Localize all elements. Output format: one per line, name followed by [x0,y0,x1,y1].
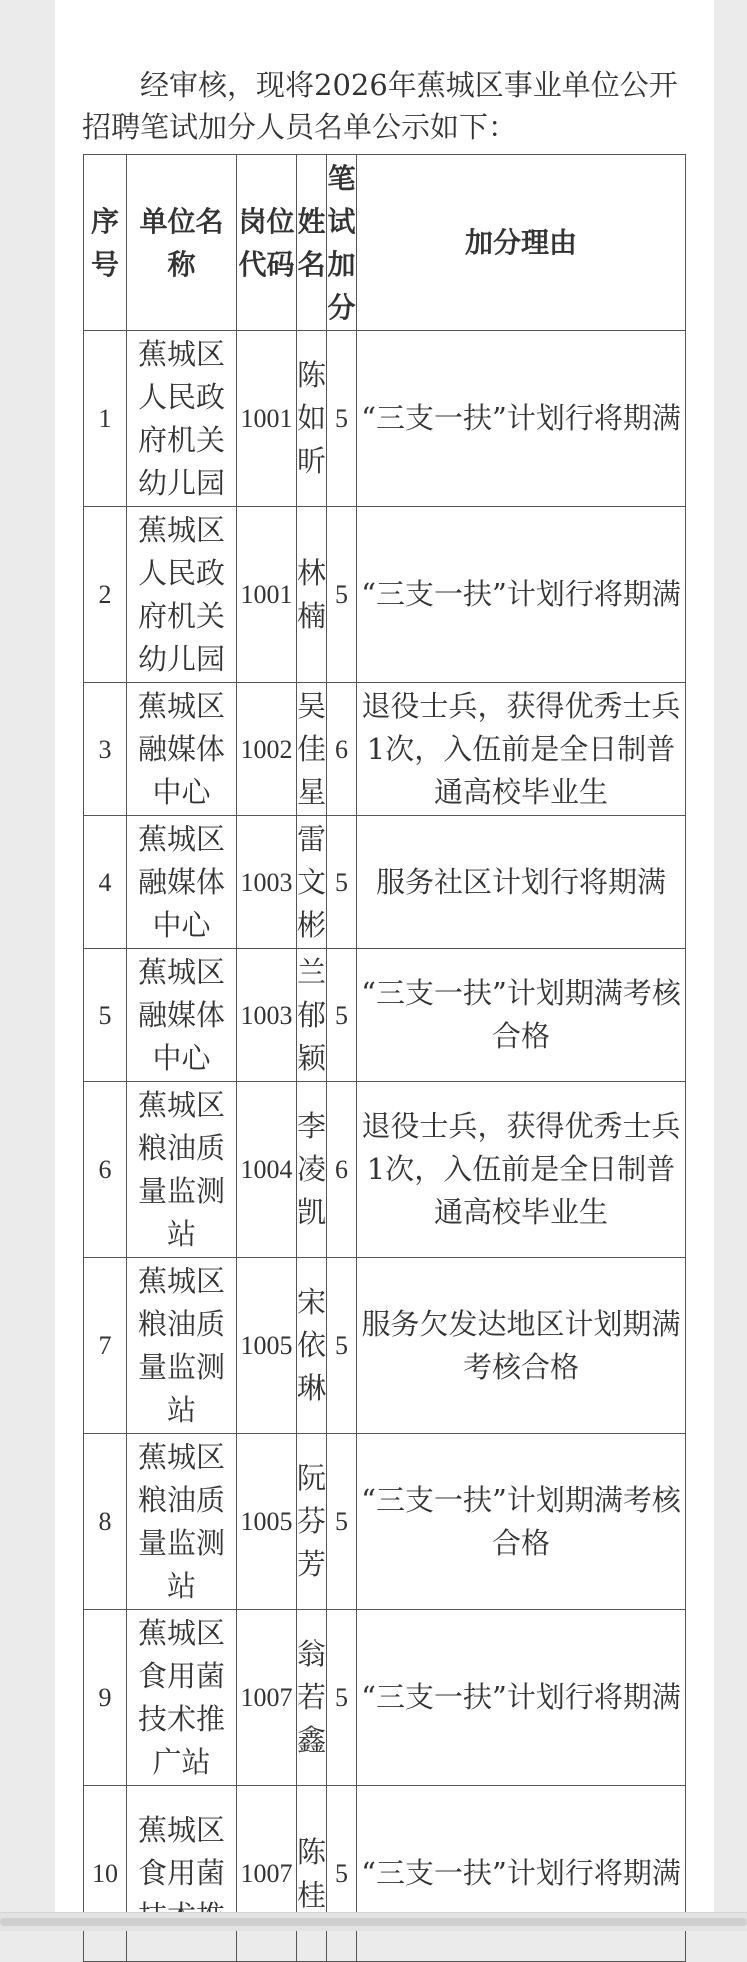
row-name: 陈桂 [297,1786,327,1962]
row-unit: 蕉城区融媒体中心 [127,683,237,816]
header-unit: 单位名称 [127,155,237,331]
row-index: 10 [84,1786,127,1962]
header-bonus: 笔试加分 [327,155,357,331]
row-unit: 蕉城区粮油质量监测站 [127,1258,237,1434]
row-index: 7 [84,1258,127,1434]
row-index: 3 [84,683,127,816]
row-reason: “三支一扶”计划行将期满 [357,1786,686,1962]
row-code: 1002 [237,683,297,816]
row-code: 1004 [237,1082,297,1258]
table-row [84,1610,686,1786]
row-code: 1003 [237,949,297,1082]
bonus-points-table [83,154,686,1962]
row-bonus: 5 [327,1786,357,1962]
table-row [84,816,686,949]
row-index: 6 [84,1082,127,1258]
row-name: 翁若鑫 [297,1610,327,1786]
row-code: 1005 [237,1434,297,1610]
row-unit: 蕉城区融媒体中心 [127,949,237,1082]
row-bonus: 6 [327,1082,357,1258]
row-code: 1001 [237,507,297,683]
row-reason: 退役士兵，获得优秀士兵1次，入伍前是全日制普通高校毕业生 [357,683,686,816]
table-row [84,1434,686,1610]
header-reason: 加分理由 [357,155,686,331]
intro-line-1: 经审核，现将2026年蕉城区事业单位公开 [140,68,678,102]
header-name: 姓名 [297,155,327,331]
row-name: 李凌凯 [297,1082,327,1258]
row-unit: 蕉城区粮油质量监测站 [127,1082,237,1258]
row-index: 8 [84,1434,127,1610]
row-name: 阮芬芳 [297,1434,327,1610]
header-index: 序号 [84,155,127,331]
row-bonus: 5 [327,1434,357,1610]
row-bonus: 5 [327,816,357,949]
row-reason: “三支一扶”计划行将期满 [357,507,686,683]
row-index: 4 [84,816,127,949]
table-row [84,507,686,683]
row-unit: 蕉城区融媒体中心 [127,816,237,949]
intro-line-2: 招聘笔试加分人员名单公示如下： [82,110,518,144]
horizontal-scrollbar[interactable] [0,1912,747,1931]
row-name: 吴佳星 [297,683,327,816]
row-unit: 蕉城区人民政府机关幼儿园 [127,331,237,507]
row-reason: 服务欠发达地区计划期满考核合格 [357,1258,686,1434]
row-reason: “三支一扶”计划行将期满 [357,331,686,507]
row-name: 林楠 [297,507,327,683]
row-name: 陈如昕 [297,331,327,507]
row-name: 兰郁颖 [297,949,327,1082]
row-index: 5 [84,949,127,1082]
row-code: 1005 [237,1258,297,1434]
row-unit: 蕉城区食用菌 [127,1786,237,1962]
row-name: 宋依琳 [297,1258,327,1434]
row-reason: 退役士兵，获得优秀士兵1次，入伍前是全日制普通高校毕业生 [357,1082,686,1258]
row-reason: 服务社区计划行将期满 [357,816,686,949]
row-bonus: 5 [327,1258,357,1434]
row-reason: “三支一扶”计划行将期满 [357,1610,686,1786]
row-reason: “三支一扶”计划期满考核合格 [357,949,686,1082]
row-code: 1007 [237,1610,297,1786]
row-unit: 蕉城区人民政府机关幼儿园 [127,507,237,683]
row-unit: 蕉城区粮油质量监测站 [127,1434,237,1610]
table-row [84,1786,686,1962]
row-index: 1 [84,331,127,507]
row-code: 1007 [237,1786,297,1962]
row-unit: 蕉城区食用菌技术推广站 [127,1610,237,1786]
row-bonus: 5 [327,507,357,683]
intro-paragraph [82,64,682,148]
row-bonus: 5 [327,331,357,507]
row-code: 1001 [237,331,297,507]
table-row [84,1082,686,1258]
row-bonus: 5 [327,949,357,1082]
row-code: 1003 [237,816,297,949]
table-row [84,683,686,816]
table-row [84,949,686,1082]
row-index: 9 [84,1610,127,1786]
row-reason: “三支一扶”计划期满考核合格 [357,1434,686,1610]
table-header-row [84,155,686,331]
header-code: 岗位代码 [237,155,297,331]
row-index: 2 [84,507,127,683]
row-name: 雷文彬 [297,816,327,949]
table-row [84,1258,686,1434]
row-bonus: 6 [327,683,357,816]
table-row [84,331,686,507]
row-bonus: 5 [327,1610,357,1786]
scrollbar-thumb[interactable] [0,1918,747,1926]
table-body [84,331,686,1962]
